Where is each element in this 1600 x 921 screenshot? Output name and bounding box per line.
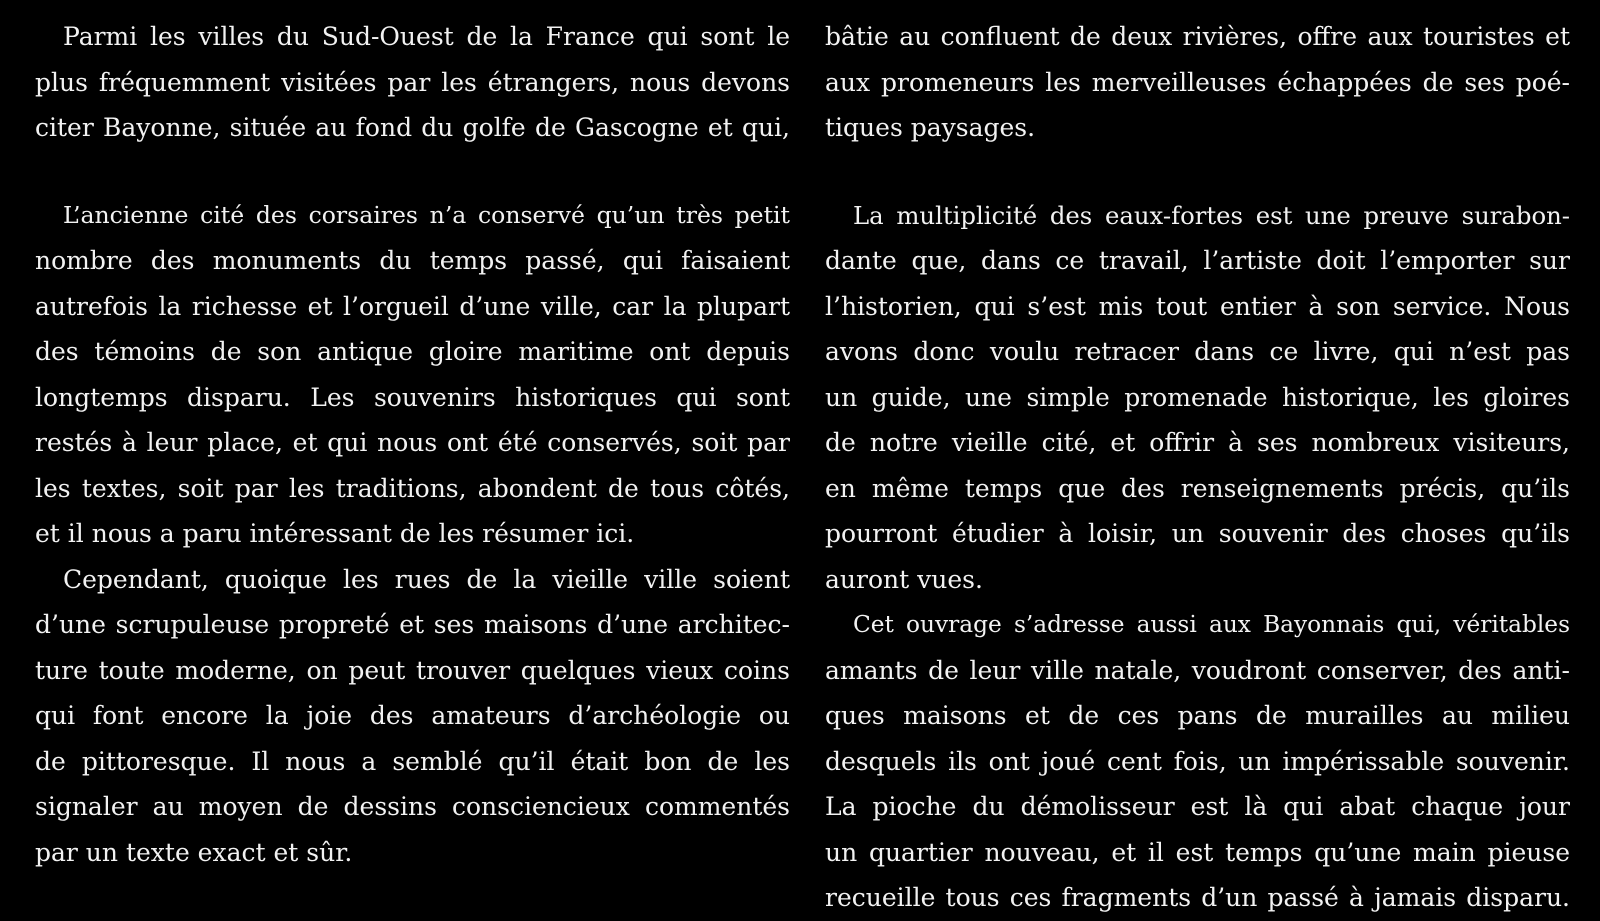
text-line: aux promeneurs les merveilleuses échappées de ses poé- bbox=[825, 67, 1570, 97]
text-line: signaler au moyen de dessins consciencieux commentés bbox=[35, 792, 790, 821]
text-line: nombre des monuments du temps passé, qui faisaient bbox=[35, 246, 790, 275]
text-line: Cependant, quoique les rues de la vieille ville soient bbox=[63, 564, 790, 594]
text-line: l’historien, qui s’est mis tout entier à son service. Nous bbox=[825, 291, 1570, 321]
text-line: amants de leur ville natale, voudront conserver, des anti- bbox=[825, 655, 1570, 685]
text-line: plus fréquemment visitées par les étrangers, nous devons bbox=[35, 67, 790, 97]
paragraph-gap bbox=[35, 151, 790, 193]
text-line: ture toute moderne, on peut trouver quelques vieux coins bbox=[35, 655, 790, 685]
paragraph-gap bbox=[825, 151, 1570, 193]
text-line: bâtie au confluent de deux rivières, offre aux touristes et bbox=[825, 22, 1570, 51]
text-line: recueille tous ces fragments d’un passé à jamais disparu. bbox=[825, 883, 1570, 912]
text-line: La pioche du démolisseur est là qui abat chaque jour bbox=[825, 792, 1570, 821]
text-line: Parmi les villes du Sud-Ouest de la France qui sont le bbox=[63, 22, 790, 51]
text-line: de notre vieille cité, et offrir à ses nombreux visiteurs, bbox=[825, 428, 1570, 457]
text-line: avons donc voulu retracer dans ce livre, qui n’est pas bbox=[825, 337, 1570, 366]
text-line: de pittoresque. Il nous a semblé qu’il était bon de les bbox=[35, 746, 790, 776]
text-line: en même temps que des renseignements précis, qu’ils bbox=[825, 473, 1570, 503]
text-line: par un texte exact et sûr. bbox=[35, 837, 353, 867]
text-line: des témoins de son antique gloire maritime ont depuis bbox=[35, 337, 790, 366]
text-line: dante que, dans ce travail, l’artiste doit l’emporter sur bbox=[825, 246, 1570, 275]
paragraph-corsaires bbox=[35, 193, 790, 557]
text-line: un quartier nouveau, et il est temps qu’une main pieuse bbox=[825, 837, 1570, 867]
text-line: Cet ouvrage s’adresse aussi aux Bayonnais qui, véritables bbox=[853, 611, 1570, 638]
text-line: d’une scrupuleuse propreté et ses maisons d’une architec- bbox=[35, 610, 790, 639]
text-line: tiques paysages. bbox=[825, 113, 1036, 142]
paragraph-eaux-fortes bbox=[825, 193, 1570, 603]
paragraph-intro bbox=[35, 14, 790, 151]
text-line: restés à leur place, et qui nous ont été conservés, soit par bbox=[35, 428, 790, 457]
text-line: les textes, soit par les traditions, abondent de tous côtés, bbox=[35, 473, 790, 503]
text-line: ques maisons et de ces pans de murailles au milieu bbox=[825, 701, 1570, 730]
text-line: L’ancienne cité des corsaires n’a conservé qu’un très petit bbox=[63, 200, 790, 229]
paragraph-bayonnais bbox=[825, 602, 1570, 921]
right-column bbox=[825, 14, 1570, 921]
text-line: un guide, une simple promenade historique, les gloires bbox=[825, 382, 1570, 412]
text-line: pourront étudier à loisir, un souvenir des choses qu’ils bbox=[825, 519, 1570, 548]
text-line: qui font encore la joie des amateurs d’archéologie ou bbox=[35, 701, 790, 730]
paragraph-cependant bbox=[35, 557, 790, 876]
text-line: auront vues. bbox=[825, 564, 983, 594]
text-line: citer Bayonne, située au fond du golfe de Gascogne et qui, bbox=[35, 113, 790, 142]
text-line: autrefois la richesse et l’orgueil d’une ville, car la plupart bbox=[35, 291, 790, 321]
text-line: et il nous a paru intéressant de les résumer ici. bbox=[35, 519, 635, 548]
text-line: desquels ils ont joué cent fois, un impérissable souvenir. bbox=[825, 746, 1570, 776]
left-column bbox=[35, 14, 790, 875]
text-line: longtemps disparu. Les souvenirs historiques qui sont bbox=[35, 382, 790, 412]
text-line: La multiplicité des eaux-fortes est une preuve surabon- bbox=[853, 200, 1570, 230]
paragraph-confluent bbox=[825, 14, 1570, 151]
